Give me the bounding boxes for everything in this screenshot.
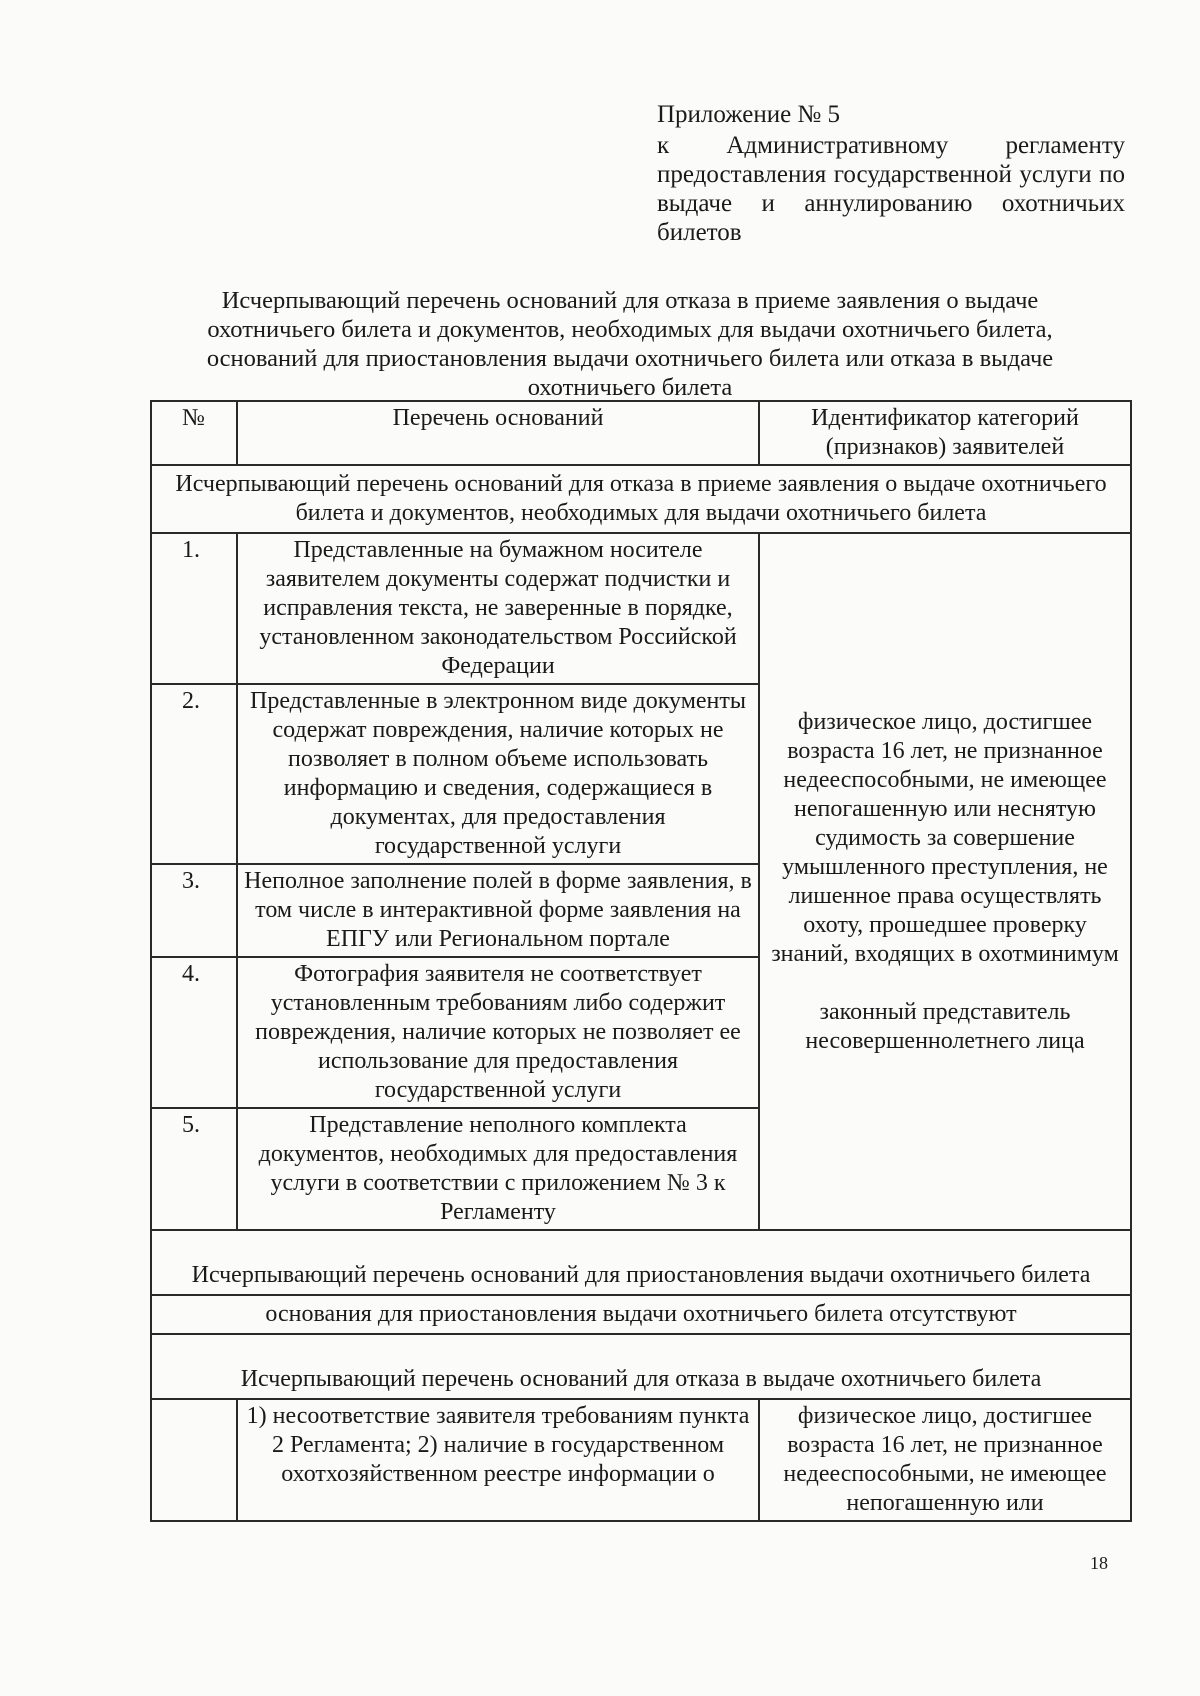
page-number: 18: [1090, 1553, 1108, 1573]
appendix-title: Приложение № 5: [657, 101, 841, 128]
section-row: [151, 1295, 1131, 1334]
section-row: [151, 1230, 1131, 1295]
row-number: 5.: [151, 1108, 237, 1230]
row-number: 1.: [151, 533, 237, 684]
header-category: Идентификатор категорий (признаков) заявителей: [759, 401, 1131, 465]
category-cell: [759, 533, 1131, 1230]
row-basis: Представленные в электронном виде документы содержат повреждения, наличие которых не позволяет в полном объеме использовать информацию и сведения, содержащиеся в документах, для предоставления государственной услуги: [237, 684, 759, 864]
header-number: №: [151, 401, 237, 465]
row-basis: Неполное заполнение полей в форме заявления, в том числе в интерактивной форме заявления на ЕПГУ или Региональном портале: [237, 864, 759, 957]
section-text: основания для приостановления выдачи охотничьего билета отсутствуют: [151, 1295, 1131, 1334]
row-category: физическое лицо, достигшее возраста 16 лет, не признанное недееспособными, не имеющее непогашенную или: [759, 1399, 1131, 1521]
row-basis: Представленные на бумажном носителе заявителем документы содержат подчистки и исправления текста, не заверенные в порядке, установленном законодательством Российской Федерации: [237, 533, 759, 684]
appendix-header: [657, 100, 1125, 247]
appendix-reference: к Административному регламенту предоставления государственной услуги по выдаче и аннулированию охотничьих билетов: [657, 132, 1125, 246]
row-basis: Фотография заявителя не соответствует установленным требованиям либо содержит повреждения, наличие которых не позволяет ее использование для предоставления государственной услуги: [237, 957, 759, 1108]
row-basis: Представление неполного комплекта документов, необходимых для предоставления услуги в соответствии с приложением № 3 к Регламенту: [237, 1108, 759, 1230]
row-number: 2.: [151, 684, 237, 864]
row-number: 3.: [151, 864, 237, 957]
table-row: [151, 1399, 1131, 1521]
category-text: физическое лицо, достигшее возраста 16 лет, не признанное недееспособными, не имеющее непогашенную или неснятую судимость за совершение умышленного преступления, не лишенное права осуществлять охоту, прошедшее проверку знаний, входящих в охотминимум: [771, 708, 1119, 967]
table-header-row: [151, 401, 1131, 465]
section-title: Исчерпывающий перечень оснований для отказа в выдаче охотничьего билета: [151, 1334, 1131, 1399]
grounds-table: [150, 400, 1132, 1522]
category-text: законный представитель несовершеннолетнего лица: [805, 998, 1085, 1054]
row-number: 4.: [151, 957, 237, 1108]
table-row: [151, 533, 1131, 684]
document-title: Исчерпывающий перечень оснований для отказа в приеме заявления о выдаче охотничьего билета и документов, необходимых для выдачи охотничьего билета, оснований для приостановления выдачи охотничьего билета или отказа в выдаче охотничьего билета: [206, 287, 1054, 401]
section-row: [151, 465, 1131, 533]
row-number: [151, 1399, 237, 1521]
row-basis: 1) несоответствие заявителя требованиям пункта 2 Регламента; 2) наличие в государственном охотхозяйственном реестре информации о: [237, 1399, 759, 1521]
section-row: [151, 1334, 1131, 1399]
header-basis: Перечень оснований: [237, 401, 759, 465]
section-title: Исчерпывающий перечень оснований для приостановления выдачи охотничьего билета: [151, 1230, 1131, 1295]
section-title: Исчерпывающий перечень оснований для отказа в приеме заявления о выдаче охотничьего билета и документов, необходимых для выдачи охотничьего билета: [151, 465, 1131, 533]
